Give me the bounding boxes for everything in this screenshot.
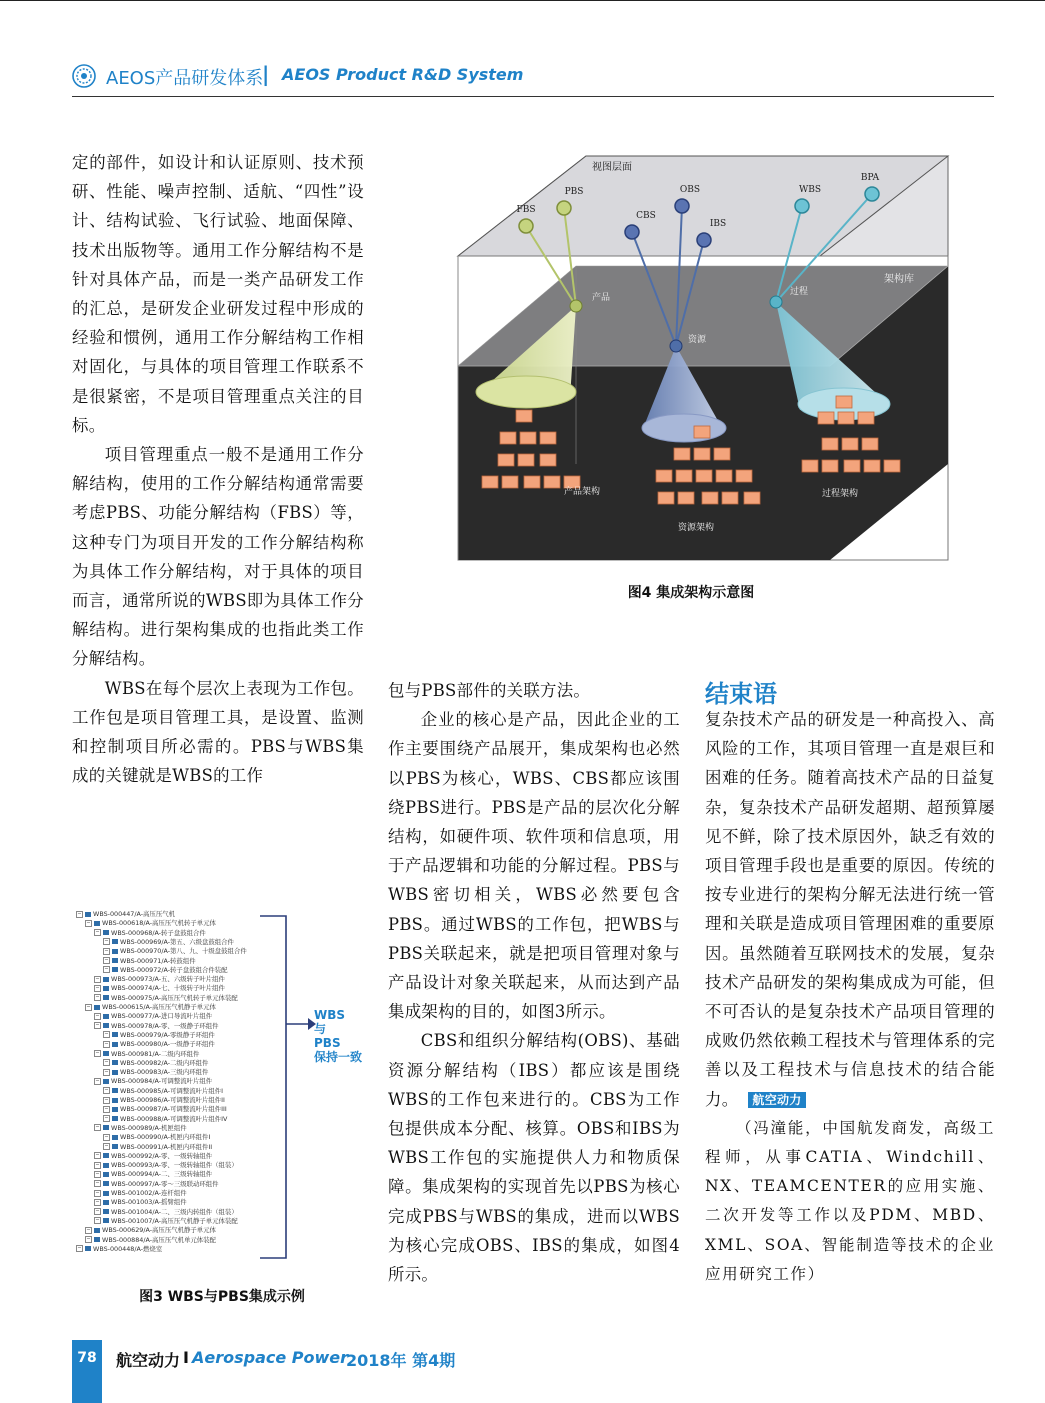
node-process: 过程 [790,287,809,297]
figure-4-caption: 图4 集成架构示意图 [627,585,755,601]
tree-row[interactable] [103,1133,210,1142]
node-obs: OBS [679,185,701,195]
tree-row[interactable] [94,1161,238,1170]
note-line-2: 与 [314,1022,327,1036]
wbs-node-icon [112,939,118,944]
tree-row-label: WBS-000978/A-零、一级静子环组件 [111,1021,219,1030]
tree-row-label: WBS-000971/A-转鼓组件 [120,956,196,965]
note-line-3: PBS [314,1036,341,1050]
wbs-node-icon [94,1237,100,1242]
tree-row[interactable] [103,966,228,975]
journal-separator: I [183,1348,189,1367]
tree-row-label: WBS-000988/A-可调整流叶片组件IV [120,1114,228,1123]
expand-toggle-icon[interactable]: − [86,919,91,926]
tree-row[interactable] [103,1096,225,1105]
tree-row[interactable] [103,1143,212,1152]
expand-toggle-icon[interactable]: − [95,929,100,936]
tree-row-label: WBS-000968/A-转子盘鼓组合件 [111,928,206,937]
tree-row[interactable] [103,1040,215,1049]
tree-row-label: WBS-000989/A-机匣组件 [111,1123,187,1132]
conclusion-text: 复杂技术产品的研发是一种高投入、高风险的工作，其项目管理一直是艰巨和困难的任务。随着高技术产品的日益复杂，复杂技术产品研发超期、超预算屡见不鲜，除了技术原因外，缺乏有效的项目管理手段也是重要的原因。传统的按专业进行的架构分解无法进行统一管理和关联是造成项目管理困难的重要原因。虽然随着互联网技术的发展，复杂技术产品研发的架构集成成为可能，但不可否认的是复杂技术产品项目管理的成败仍然依赖工程技术与管理体系的完善以及工程技术与信息技术的结合能力。 [705,710,995,1109]
tree-row[interactable] [103,1031,215,1040]
wbs-node-icon [103,1153,109,1158]
wbs-node-icon [112,1088,118,1093]
note-line-1: WBS [314,1008,346,1022]
wbs-node-icon [94,1228,100,1233]
col1-paragraph-3: WBS在每个层次上表现为工作包。工作包是项目管理工具，是设置、监测和控制项目所必需的。PBS与WBS集成的关键就是WBS的工作 [72,678,364,786]
wbs-node-icon [103,1051,109,1056]
expand-toggle-icon[interactable]: − [95,1022,100,1029]
wbs-node-icon [112,1032,118,1037]
tree-row[interactable] [94,1217,238,1226]
tree-row[interactable] [85,919,216,928]
col2-paragraph-3: CBS和组织分解结构(OBS)、基础资源分解结构（IBS）都应该是围绕WBS的工作包来进行的。CBS为工作包提供成本分配、核算。OBS和IBS为WBS工作包的实施提供人力和物质保障。集成架构的实现首先以PBS为核心完成PBS与WBS的集成，进而以WBS为核心完成OBS、IBS的集成，如图4所示。 [388,1031,680,1285]
journal-name-cn: 航空动力 [116,1351,181,1370]
expand-toggle-icon[interactable]: − [86,1226,91,1233]
expand-toggle-icon[interactable]: − [95,1198,100,1205]
tree-row-label: WBS-000992/A-零、一级转轴组件 [111,1151,213,1160]
tree-row-label: WBS-000629/A-高压压气机静子单元体 [102,1226,216,1235]
expand-toggle-icon[interactable]: − [104,957,109,963]
tree-row-label: WBS-000615/A-高压压气机静子单元体 [102,1003,216,1011]
tree-row[interactable] [94,1022,219,1031]
wbs-node-icon [103,1209,109,1214]
expand-toggle-icon[interactable]: − [77,910,82,917]
tree-row-label: WBS-000986/A-可调整流叶片组件II [120,1096,225,1104]
col1-paragraph-2: 项目管理重点一般不是通用工作分解结构，使用的工作分解结构通常需要考虑PBS、功能分解结构（FBS）等，这种专门为项目开发的工作分解结构称为具体工作分解结构，对于具体的项目而言，通常所说的WBS即为具体工作分解结构。进行架构集成的也指此类工作分解结构。 [72,445,364,669]
tree-row[interactable] [94,1050,199,1059]
tree-row[interactable] [94,984,225,993]
top-rule [0,0,1045,1]
tree-row[interactable] [103,1059,208,1068]
tree-row[interactable] [94,1198,187,1207]
tree-row[interactable] [94,1180,219,1189]
expand-toggle-icon[interactable]: − [77,1245,82,1252]
page-footer [0,1340,1045,1403]
tree-row-label: WBS-000979/A-零级静子环组件 [120,1030,215,1039]
tree-row[interactable] [94,1012,212,1021]
node-pbs: PBS [564,187,584,197]
tree-row-label: WBS-000981/A-二级内环组件 [111,1049,200,1058]
expand-toggle-icon[interactable]: − [104,1087,109,1094]
node-product: 产品 [592,293,611,303]
node-ibs: IBS [709,219,727,229]
wbs-node-icon [94,1005,100,1010]
expand-toggle-icon[interactable]: − [95,1152,100,1159]
tree-row-label: WBS-000985/A-可调整流叶片组件I [120,1086,224,1095]
tree-row-label: WBS-000970/A-第八、九、十级盘鼓组合件 [120,947,247,956]
wbs-node-icon [103,1125,109,1130]
tree-row-label: WBS-000984/A-可调整流叶片组件 [111,1077,213,1086]
tree-row-label: WBS-000975/A-高压压气机转子单元体装配 [111,993,238,1002]
tree-row-label: WBS-001002/A-连杆组件 [111,1189,187,1197]
bracket-icon [260,914,356,1260]
expand-toggle-icon[interactable]: − [95,1077,100,1084]
wbs-node-icon [103,1014,109,1019]
tree-row-label: WBS-000969/A-第五、六级盘鼓组合件 [120,937,234,946]
col1-paragraph-1: 定的部件，如设计和认证原则、技术预研、性能、噪声控制、适航、“四性”设计、结构试验、飞行试验、地面保障、技术出版物等。通用工作分解结构不是针对具体产品，而是一类产品研发工作的汇总，是研发企业研发过程中形成的经验和惯例，通用工作分解结构工作相对固化，与具体的项目管理工作联系不是很紧密，不是项目管理重点关注的目标。 [72,153,364,435]
label-resource-arch: 资源架构 [678,523,715,533]
figure-3-tree [72,906,372,1272]
tree-row-label: WBS-000991/A-机匣内环组件II [120,1142,213,1151]
tree-row-label: WBS-000994/A-二、三级转轴组件 [111,1170,213,1179]
tree-row-label: WBS-001007/A-高压压气机静子单元体装配 [111,1216,238,1225]
tree-row-label: WBS-000980/A-一级静子环组件 [120,1040,215,1049]
wbs-node-icon [103,1218,109,1223]
expand-toggle-icon[interactable]: − [95,1050,100,1056]
tree-row-label: WBS-000977/A-进口导流叶片组件 [111,1012,213,1021]
tree-row[interactable] [76,1245,162,1254]
tree-row-label: WBS-000884/A-高压压气机单元体装配 [102,1235,216,1244]
expand-toggle-icon[interactable]: − [104,1059,109,1066]
expand-toggle-icon[interactable]: − [104,938,109,945]
tree-row[interactable] [85,1003,216,1012]
expand-toggle-icon[interactable]: − [95,975,100,982]
tree-row-label: WBS-000997/A-零～三级联动环组件 [111,1179,219,1188]
col2-paragraph-1: 包与PBS部件的关联方法。 [388,681,591,700]
expand-toggle-icon[interactable]: − [104,1031,109,1038]
expand-toggle-icon[interactable]: − [95,1208,100,1215]
author-note: （冯潼能，中国航发商发，高级工程师，从事CATIA、Windchill、NX、TEAMCENTER的应用实施、二次开发等工作以及PDM、MBD、XML、SOA、智能制造等技术的企业应用研究工作） [705,1118,995,1283]
wbs-node-icon [103,1200,109,1205]
wbs-node-icon [103,1023,109,1028]
journal-name-en: Aerospace Power [192,1348,349,1367]
node-fbs: FBS [516,205,536,215]
node-cbs: CBS [636,211,656,221]
wbs-node-icon [103,930,109,935]
tree-row[interactable] [94,1077,212,1086]
expand-toggle-icon[interactable]: − [104,1115,109,1122]
col3-paragraph-1 [705,705,995,1114]
wbs-node-icon [94,921,100,926]
journal-issue: 2018年 第4期 [346,1351,456,1370]
wbs-pbs-note [314,1008,362,1064]
wbs-node-icon [103,1172,109,1177]
label-process-arch: 过程架构 [822,489,859,499]
conclusion-title: 结束语 [705,680,777,708]
tree-row[interactable] [103,947,247,956]
expand-toggle-icon[interactable]: − [104,1143,109,1149]
arch-lib-label: 架构库 [884,274,914,285]
tree-row-label: WBS-001004/A-二、三级内转组件（组装） [111,1207,238,1216]
tree-row-label: WBS-001003/A-摇臂组件 [111,1198,187,1207]
wbs-node-icon [103,977,109,982]
wbs-node-icon [85,1246,91,1251]
label-product-arch: 产品架构 [564,487,601,497]
header-title-cn: AEOS产品研发体系 [106,68,264,89]
tree-row[interactable] [76,910,175,919]
expand-toggle-icon[interactable]: − [86,1236,91,1242]
expand-toggle-icon[interactable]: − [95,994,100,1001]
tree-row-label: WBS-000974/A-七、十级转子叶片组件 [111,984,225,993]
wbs-node-icon [112,1098,118,1103]
tree-row-label: WBS-000987/A-可调整流叶片组件III [120,1105,227,1114]
wbs-node-icon [112,967,118,972]
tree-row[interactable] [94,994,238,1003]
tree-row[interactable] [85,1236,216,1245]
tree-row-label: WBS-000447/A-高压压气机 [93,910,175,918]
page-number: 78 [77,1350,97,1366]
wbs-node-icon [103,1163,109,1168]
expand-toggle-icon[interactable]: − [95,1170,100,1177]
aeos-logo-icon [72,64,96,88]
tree-row-label: WBS-000993/A-零、一级转轴组件（组装） [111,1161,238,1170]
tree-row[interactable] [94,929,206,938]
node-wbs: WBS [798,185,822,195]
tree-row[interactable] [103,938,234,947]
header-rule [72,96,994,97]
header-separator: | [262,62,270,86]
tree-row-label: WBS-000983/A-三级内环组件 [120,1068,209,1077]
wbs-node-icon [103,1191,109,1196]
wbs-node-icon [112,1060,118,1065]
tree-row[interactable] [103,1105,227,1114]
tree-row[interactable] [103,1068,208,1077]
header-title-en: AEOS Product R&D System [282,65,524,84]
wbs-node-icon [112,1135,118,1140]
tree-row[interactable] [103,957,196,966]
column-1 [72,148,364,790]
tree-row[interactable] [85,1226,216,1235]
tree-row[interactable] [94,975,225,984]
wbs-node-icon [85,912,91,917]
figure-4-diagram [388,148,994,568]
view-layer-label: 视图层面 [592,162,632,173]
note-line-4: 保持一致 [314,1050,363,1064]
expand-toggle-icon[interactable]: − [104,1068,109,1075]
expand-toggle-icon[interactable]: − [95,984,100,991]
tree-row-label: WBS-000618/A-高压压气机转子单元体 [102,919,216,928]
tree-row[interactable] [94,1189,187,1198]
journal-end-badge: 航空动力 [748,1092,805,1108]
wbs-node-icon [112,1042,118,1047]
tree-row[interactable] [94,1170,212,1179]
expand-toggle-icon[interactable]: − [104,966,109,973]
expand-toggle-icon[interactable]: − [95,1180,100,1187]
tree-row-label: WBS-000448/A-燃烧室 [93,1244,163,1253]
tree-row[interactable] [94,1208,238,1217]
wbs-node-icon [112,958,118,963]
tree-row[interactable] [94,1124,187,1133]
node-resource: 资源 [688,335,707,345]
expand-toggle-icon[interactable]: − [95,1217,100,1224]
expand-toggle-icon[interactable]: − [95,1124,100,1131]
expand-toggle-icon[interactable]: − [86,1003,91,1010]
wbs-node-icon [112,1144,118,1149]
column-2 [388,676,680,1289]
expand-toggle-icon[interactable]: − [104,1133,109,1140]
figure-3-caption: 图3 WBS与PBS集成示例 [139,1289,305,1305]
expand-toggle-icon[interactable]: − [95,1012,100,1019]
tree-row-label: WBS-000982/A-二级内环组件 [120,1058,209,1067]
tree-row[interactable] [103,1115,227,1124]
column-3 [705,705,995,1289]
tree-row[interactable] [94,1152,212,1161]
col2-paragraph-2: 企业的核心是产品，因此企业的工作主要围绕产品展开，集成架构也必然以PBS为核心，WBS、CBS都应该围绕PBS进行。PBS是产品的层次化分解结构，如硬件项、软件项和信息项，用于产品逻辑和功能的分解过程。PBS与WBS密切相关，WBS必然要包含PBS。通过WBS的工作包，把WBS与PBS关联起来，就是把项目管理对象与产品设计对象关联起来，从而达到产品集成架构的目的，如图3所示。 [388,710,680,1022]
wbs-node-icon [103,995,109,1000]
expand-toggle-icon[interactable]: − [104,947,109,954]
tree-row-label: WBS-000972/A-转子盘鼓组合件装配 [120,965,228,974]
tree-row-label: WBS-000990/A-机匣内环组件I [120,1133,211,1142]
wbs-node-icon [112,949,118,954]
expand-toggle-icon[interactable]: − [104,1105,109,1112]
running-header [72,60,994,96]
wbs-node-icon [103,986,109,991]
tree-row[interactable] [103,1087,223,1096]
expand-toggle-icon[interactable]: − [104,1096,109,1103]
wbs-node-icon [112,1116,118,1121]
wbs-node-icon [103,1181,109,1186]
expand-toggle-icon[interactable]: − [104,1040,109,1047]
wbs-node-icon [112,1070,118,1075]
node-bpa: BPA [860,173,880,183]
expand-toggle-icon[interactable]: − [95,1189,100,1196]
tree-row-label: WBS-000973/A-五、六级转子叶片组件 [111,975,225,984]
expand-toggle-icon[interactable]: − [95,1161,100,1168]
wbs-node-icon [112,1107,118,1112]
wbs-node-icon [103,1079,109,1084]
